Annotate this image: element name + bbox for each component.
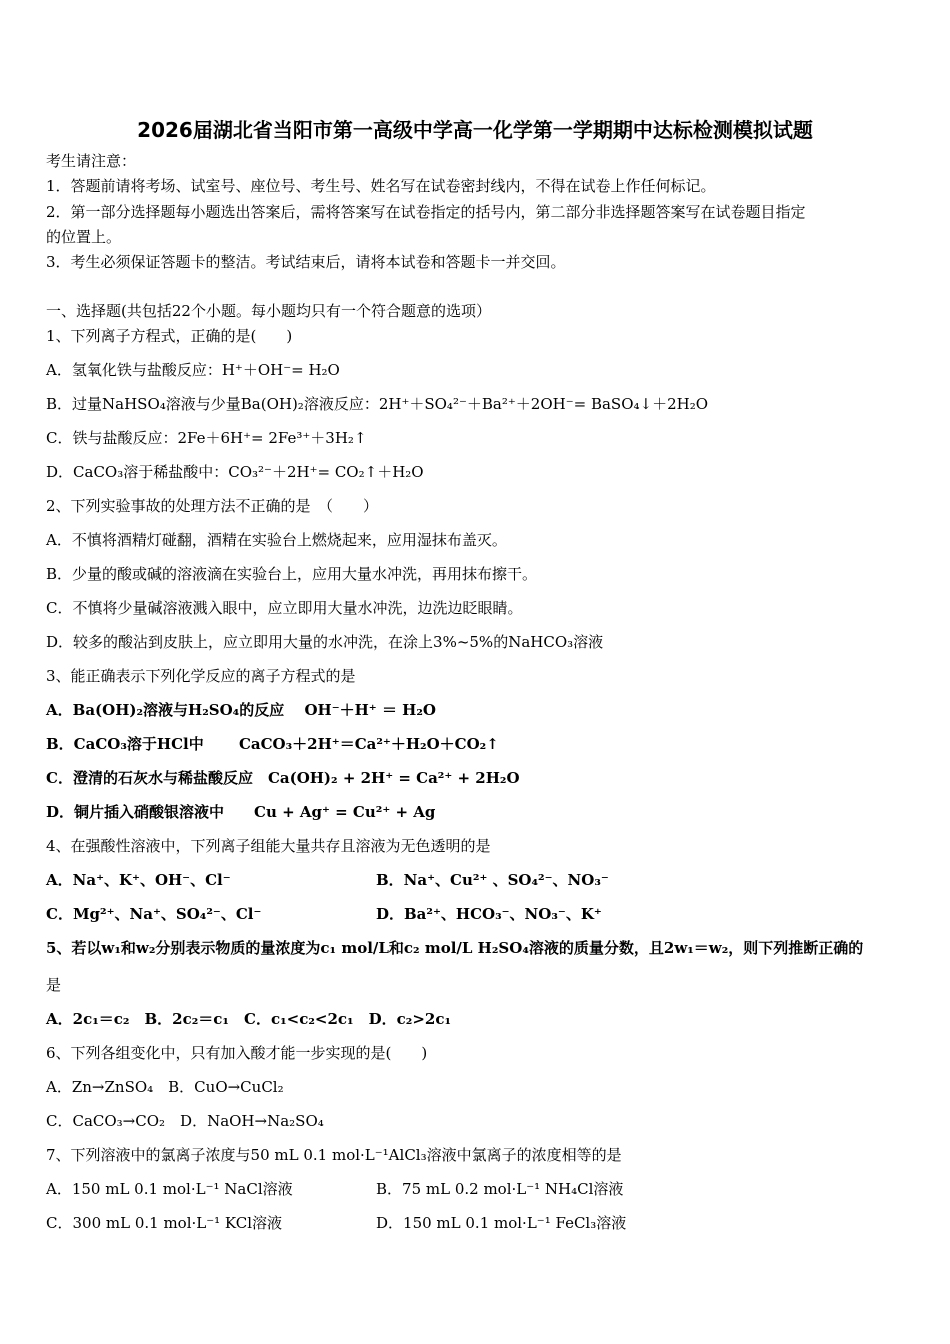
option-b: B．CaCO₃溶于HCl中 CaCO₃＋2H⁺＝Ca²⁺＋H₂O＋CO₂↑ [46, 735, 499, 753]
question-stem: 1、下列离子方程式，正确的是( ) [46, 327, 293, 345]
question-stem: 4、在强酸性溶液中，下列离子组能大量共存且溶液为无色透明的是 [46, 837, 491, 855]
notice-item: 2．第一部分选择题每小题选出答案后，需将答案写在试卷指定的括号内，第二部分非选择题答案写在试卷题目指定 [46, 203, 806, 221]
option-d: D．150 mL 0.1 mol·L⁻¹ FeCl₃溶液 [376, 1214, 627, 1232]
section-heading: 一、选择题(共包括22个小题。每小题均只有一个符合题意的选项） [46, 302, 491, 320]
options-row: A．Zn→ZnSO₄ B．CuO→CuCl₂ [46, 1078, 284, 1096]
option-a: A．Ba(OH)₂溶液与H₂SO₄的反应 OH⁻＋H⁺ ＝ H₂O [46, 701, 436, 719]
page-title: 2026届湖北省当阳市第一高级中学高一化学第一学期期中达标检测模拟试题 [137, 118, 813, 142]
option-a: A．氢氧化铁与盐酸反应：H⁺＋OH⁻= H₂O [46, 361, 340, 379]
notice-item: 1．答题前请将考场、试室号、座位号、考生号、姓名写在试卷密封线内，不得在试卷上作任何标记。 [46, 177, 716, 195]
question-stem: 3、能正确表示下列化学反应的离子方程式的是 [46, 667, 356, 685]
option-c: C．澄清的石灰水与稀盐酸反应 Ca(OH)₂ + 2H⁺ = Ca²⁺ + 2H₂O [46, 769, 520, 787]
option-b: B．75 mL 0.2 mol·L⁻¹ NH₄Cl溶液 [376, 1180, 624, 1198]
option-a: A．Na⁺、K⁺、OH⁻、Cl⁻ [46, 871, 231, 889]
options-row: C．CaCO₃→CO₂ D．NaOH→Na₂SO₄ [46, 1112, 324, 1130]
option-c: C．铁与盐酸反应：2Fe＋6H⁺= 2Fe³⁺＋3H₂↑ [46, 429, 367, 447]
question-stem: 2、下列实验事故的处理方法不正确的是 （ ） [46, 497, 379, 515]
option-c: C．300 mL 0.1 mol·L⁻¹ KCl溶液 [46, 1214, 283, 1232]
question-stem: 6、下列各组变化中，只有加入酸才能一步实现的是( ) [46, 1044, 428, 1062]
question-stem-continued: 是 [46, 976, 62, 994]
question-stem: 5、若以w₁和w₂分别表示物质的量浓度为c₁ mol/L和c₂ mol/L H₂SO₄溶液的质量分数，且2w₁＝w₂，则下列推断正确的 [46, 939, 864, 957]
option-d: D．Ba²⁺、HCO₃⁻、NO₃⁻、K⁺ [376, 905, 602, 923]
option-d: D．铜片插入硝酸银溶液中 Cu + Ag⁺ = Cu²⁺ + Ag [46, 803, 436, 821]
options-row: A．2c₁＝c₂ B．2c₂＝c₁ C．c₁<c₂<2c₁ D．c₂>2c₁ [46, 1010, 452, 1028]
notice-heading: 考生请注意： [46, 152, 137, 170]
option-d: D．CaCO₃溶于稀盐酸中：CO₃²⁻＋2H⁺= CO₂↑＋H₂O [46, 463, 424, 481]
notice-item: 的位置上。 [46, 228, 122, 246]
option-b: B．少量的酸或碱的溶液滴在实验台上，应用大量水冲洗，再用抹布擦干。 [46, 565, 538, 583]
option-a: A．150 mL 0.1 mol·L⁻¹ NaCl溶液 [46, 1180, 293, 1198]
question-stem: 7、下列溶液中的氯离子浓度与50 mL 0.1 mol·L⁻¹AlCl₃溶液中氯离子的浓度相等的是 [46, 1146, 622, 1164]
option-a: A．不慎将酒精灯碰翻，酒精在实验台上燃烧起来，应用湿抹布盖灭。 [46, 531, 507, 549]
option-c: C．Mg²⁺、Na⁺、SO₄²⁻、Cl⁻ [46, 905, 262, 923]
option-b: B．过量NaHSO₄溶液与少量Ba(OH)₂溶液反应：2H⁺＋SO₄²⁻＋Ba²⁺＋2OH⁻= BaSO₄↓＋2H₂O [46, 395, 709, 413]
notice-item: 3．考生必须保证答题卡的整洁。考试结束后，请将本试卷和答题卡一并交回。 [46, 253, 566, 271]
option-d: D．较多的酸沾到皮肤上，应立即用大量的水冲洗，在涂上3%~5%的NaHCO₃溶液 [46, 633, 604, 651]
option-b: B．Na⁺、Cu²⁺ 、SO₄²⁻、NO₃⁻ [376, 871, 609, 889]
option-c: C．不慎将少量碱溶液溅入眼中，应立即用大量水冲洗，边洗边眨眼睛。 [46, 599, 523, 617]
